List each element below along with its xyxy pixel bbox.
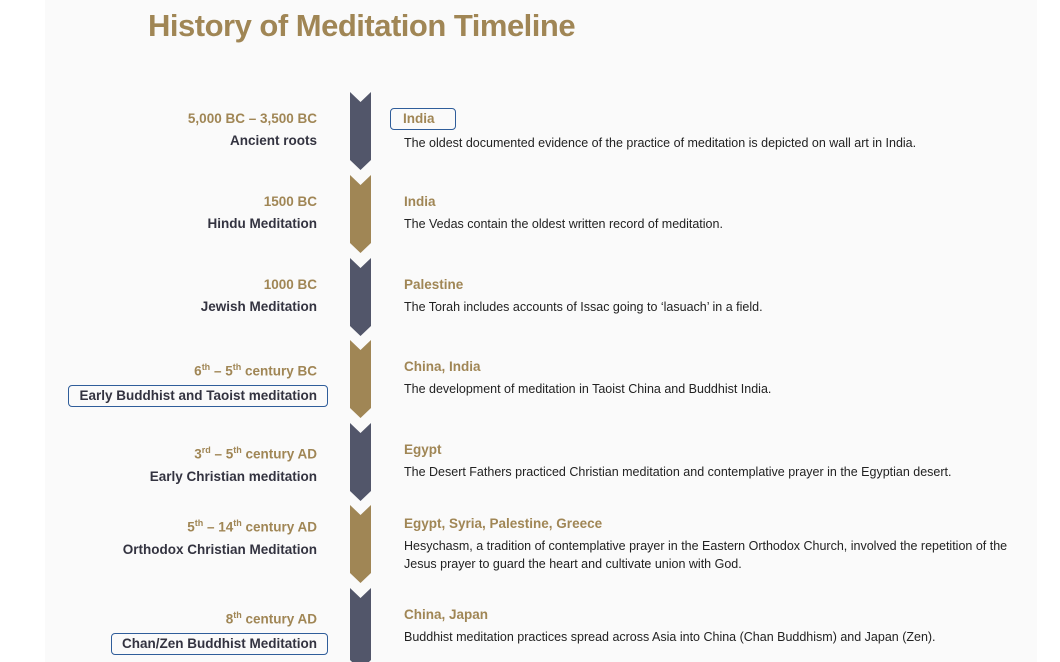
- entry-left: [17, 514, 317, 559]
- timeline-chevron-segment: [350, 588, 371, 662]
- period-start: 3: [194, 446, 202, 462]
- entry-description: Hesychasm, a tradition of contemplative prayer in the Eastern Orthodox Church, involved the repetition of the Jesus prayer to guard the heart and cultivate union with God.: [404, 539, 1008, 571]
- entry-period: 1500 BC: [263, 194, 317, 209]
- timeline-chevron-segment: [350, 175, 371, 253]
- entry-place: China, Japan: [404, 607, 489, 622]
- timeline-chevron-segment: [350, 340, 371, 418]
- period-end: century AD: [241, 519, 317, 535]
- entry-right: [404, 110, 1024, 152]
- entry-right: [404, 193, 1024, 233]
- period-end: century AD: [241, 446, 317, 462]
- entry-right: [404, 515, 1024, 573]
- entry-period: [17, 606, 317, 629]
- period-start-suffix: th: [194, 518, 204, 528]
- entry-place-highlighted[interactable]: India: [390, 108, 456, 130]
- entry-name-highlighted[interactable]: Chan/Zen Buddhist Meditation: [111, 633, 328, 655]
- period-start-suffix: th: [233, 610, 242, 620]
- period-middle: – 5: [210, 446, 234, 462]
- entry-left: [17, 358, 317, 407]
- entry-name: Early Christian meditation: [149, 468, 317, 484]
- entry-left: [17, 110, 317, 150]
- timeline-chevron-segment: [350, 505, 371, 583]
- entry-description: The Desert Fathers practiced Christian meditation and contemplative prayer in the Egyptian desert.: [404, 465, 952, 479]
- entry-description: The Torah includes accounts of Issac going to ‘lasuach’ in a field.: [404, 300, 763, 314]
- period-start: 6: [194, 363, 202, 379]
- entry-period: [17, 441, 317, 464]
- entry-period: 1000 BC: [263, 277, 317, 292]
- entry-place: Egypt, Syria, Palestine, Greece: [404, 516, 603, 531]
- entry-left: [17, 193, 317, 233]
- entry-left: [17, 441, 317, 486]
- entry-place: Egypt: [404, 442, 442, 457]
- entry-right: [404, 441, 1024, 481]
- entry-right: [404, 276, 1024, 316]
- entry-name: Hindu Meditation: [207, 216, 317, 231]
- entry-name-highlighted[interactable]: Early Buddhist and Taoist meditation: [68, 385, 328, 407]
- entry-period: 5,000 BC – 3,500 BC: [187, 111, 317, 126]
- entry-description: Buddhist meditation practices spread across Asia into China (Chan Buddhism) and Japan (Zen).: [404, 630, 936, 644]
- entry-period: [17, 358, 317, 381]
- entry-left: [17, 606, 317, 655]
- page-title: History of Meditation Timeline: [148, 8, 576, 43]
- period-middle: – 5: [210, 363, 233, 379]
- entry-right: [404, 606, 1024, 646]
- period-end: century AD: [241, 611, 317, 627]
- entry-description: The oldest documented evidence of the practice of meditation is depicted on wall art in India.: [404, 136, 917, 150]
- entry-place: India: [404, 194, 436, 209]
- entry-left: [17, 276, 317, 316]
- entry-name: Orthodox Christian Meditation: [122, 541, 317, 557]
- period-start: 8: [225, 611, 234, 627]
- timeline-chevron-segment: [350, 92, 371, 170]
- period-end-suffix: th: [233, 445, 242, 455]
- period-start-suffix: th: [201, 362, 211, 372]
- period-middle: – 14: [203, 519, 234, 535]
- timeline-chevron-segment: [350, 258, 371, 336]
- period-end-suffix: th: [233, 518, 242, 528]
- entry-place: China, India: [404, 359, 481, 374]
- entry-right: [404, 358, 1024, 398]
- period-end-suffix: th: [232, 362, 242, 372]
- entry-name: Jewish Meditation: [200, 299, 317, 314]
- entry-description: The development of meditation in Taoist China and Buddhist India.: [404, 382, 772, 396]
- entry-description: The Vedas contain the oldest written record of meditation.: [404, 217, 723, 231]
- entry-period: [17, 514, 317, 537]
- period-end: century BC: [241, 363, 317, 379]
- entry-place: Palestine: [404, 277, 464, 292]
- timeline-chevron-segment: [350, 423, 371, 501]
- period-start: 5: [187, 519, 195, 535]
- entry-name: Ancient roots: [229, 133, 317, 148]
- period-start-suffix: rd: [201, 445, 211, 455]
